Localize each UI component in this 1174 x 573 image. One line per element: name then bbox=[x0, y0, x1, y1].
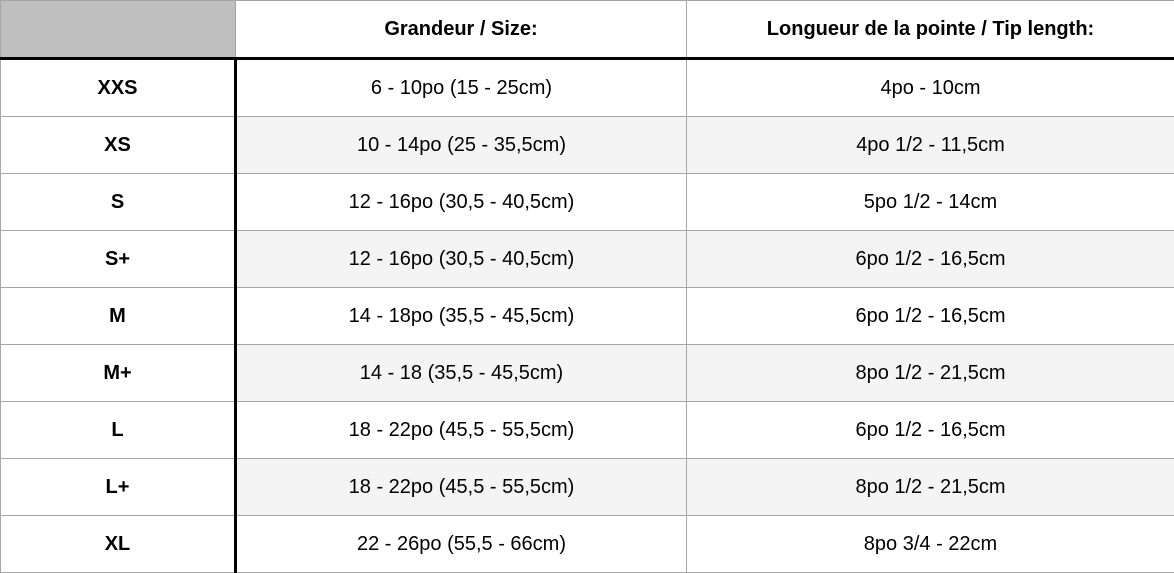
tip-length-cell: 6po 1/2 - 16,5cm bbox=[687, 231, 1174, 288]
table-row-s bbox=[1, 174, 1174, 231]
tip-length-column-header: Longueur de la pointe / Tip length: bbox=[687, 1, 1174, 59]
size-range-cell: 14 - 18 (35,5 - 45,5cm) bbox=[236, 345, 687, 402]
size-label-cell: M+ bbox=[1, 345, 236, 402]
table-row-m bbox=[1, 288, 1174, 345]
size-range-cell: 10 - 14po (25 - 35,5cm) bbox=[236, 117, 687, 174]
tip-length-cell: 6po 1/2 - 16,5cm bbox=[687, 288, 1174, 345]
size-label-cell: S bbox=[1, 174, 236, 231]
size-chart-header bbox=[1, 1, 1174, 59]
header-row bbox=[1, 1, 1174, 59]
size-range-cell: 22 - 26po (55,5 - 66cm) bbox=[236, 516, 687, 573]
size-label-cell: XS bbox=[1, 117, 236, 174]
corner-header-cell bbox=[1, 1, 236, 59]
size-label-cell: XXS bbox=[1, 59, 236, 117]
table-row-xs bbox=[1, 117, 1174, 174]
size-chart-body bbox=[1, 59, 1174, 573]
size-range-cell: 12 - 16po (30,5 - 40,5cm) bbox=[236, 174, 687, 231]
size-range-cell: 14 - 18po (35,5 - 45,5cm) bbox=[236, 288, 687, 345]
size-range-cell: 18 - 22po (45,5 - 55,5cm) bbox=[236, 459, 687, 516]
size-column-header: Grandeur / Size: bbox=[236, 1, 687, 59]
tip-length-cell: 4po 1/2 - 11,5cm bbox=[687, 117, 1174, 174]
tip-length-cell: 8po 1/2 - 21,5cm bbox=[687, 345, 1174, 402]
table-row-s-plus bbox=[1, 231, 1174, 288]
size-label-cell: L+ bbox=[1, 459, 236, 516]
size-range-cell: 12 - 16po (30,5 - 40,5cm) bbox=[236, 231, 687, 288]
tip-length-cell: 8po 3/4 - 22cm bbox=[687, 516, 1174, 573]
table-row-xxs bbox=[1, 59, 1174, 117]
size-label-cell: S+ bbox=[1, 231, 236, 288]
table-row-l bbox=[1, 402, 1174, 459]
tip-length-cell: 4po - 10cm bbox=[687, 59, 1174, 117]
table-row-xl bbox=[1, 516, 1174, 573]
tip-length-cell: 8po 1/2 - 21,5cm bbox=[687, 459, 1174, 516]
size-label-cell: L bbox=[1, 402, 236, 459]
size-label-cell: M bbox=[1, 288, 236, 345]
table-row-m-plus bbox=[1, 345, 1174, 402]
size-range-cell: 18 - 22po (45,5 - 55,5cm) bbox=[236, 402, 687, 459]
size-range-cell: 6 - 10po (15 - 25cm) bbox=[236, 59, 687, 117]
tip-length-cell: 5po 1/2 - 14cm bbox=[687, 174, 1174, 231]
tip-length-cell: 6po 1/2 - 16,5cm bbox=[687, 402, 1174, 459]
table-row-l-plus bbox=[1, 459, 1174, 516]
size-label-cell: XL bbox=[1, 516, 236, 573]
